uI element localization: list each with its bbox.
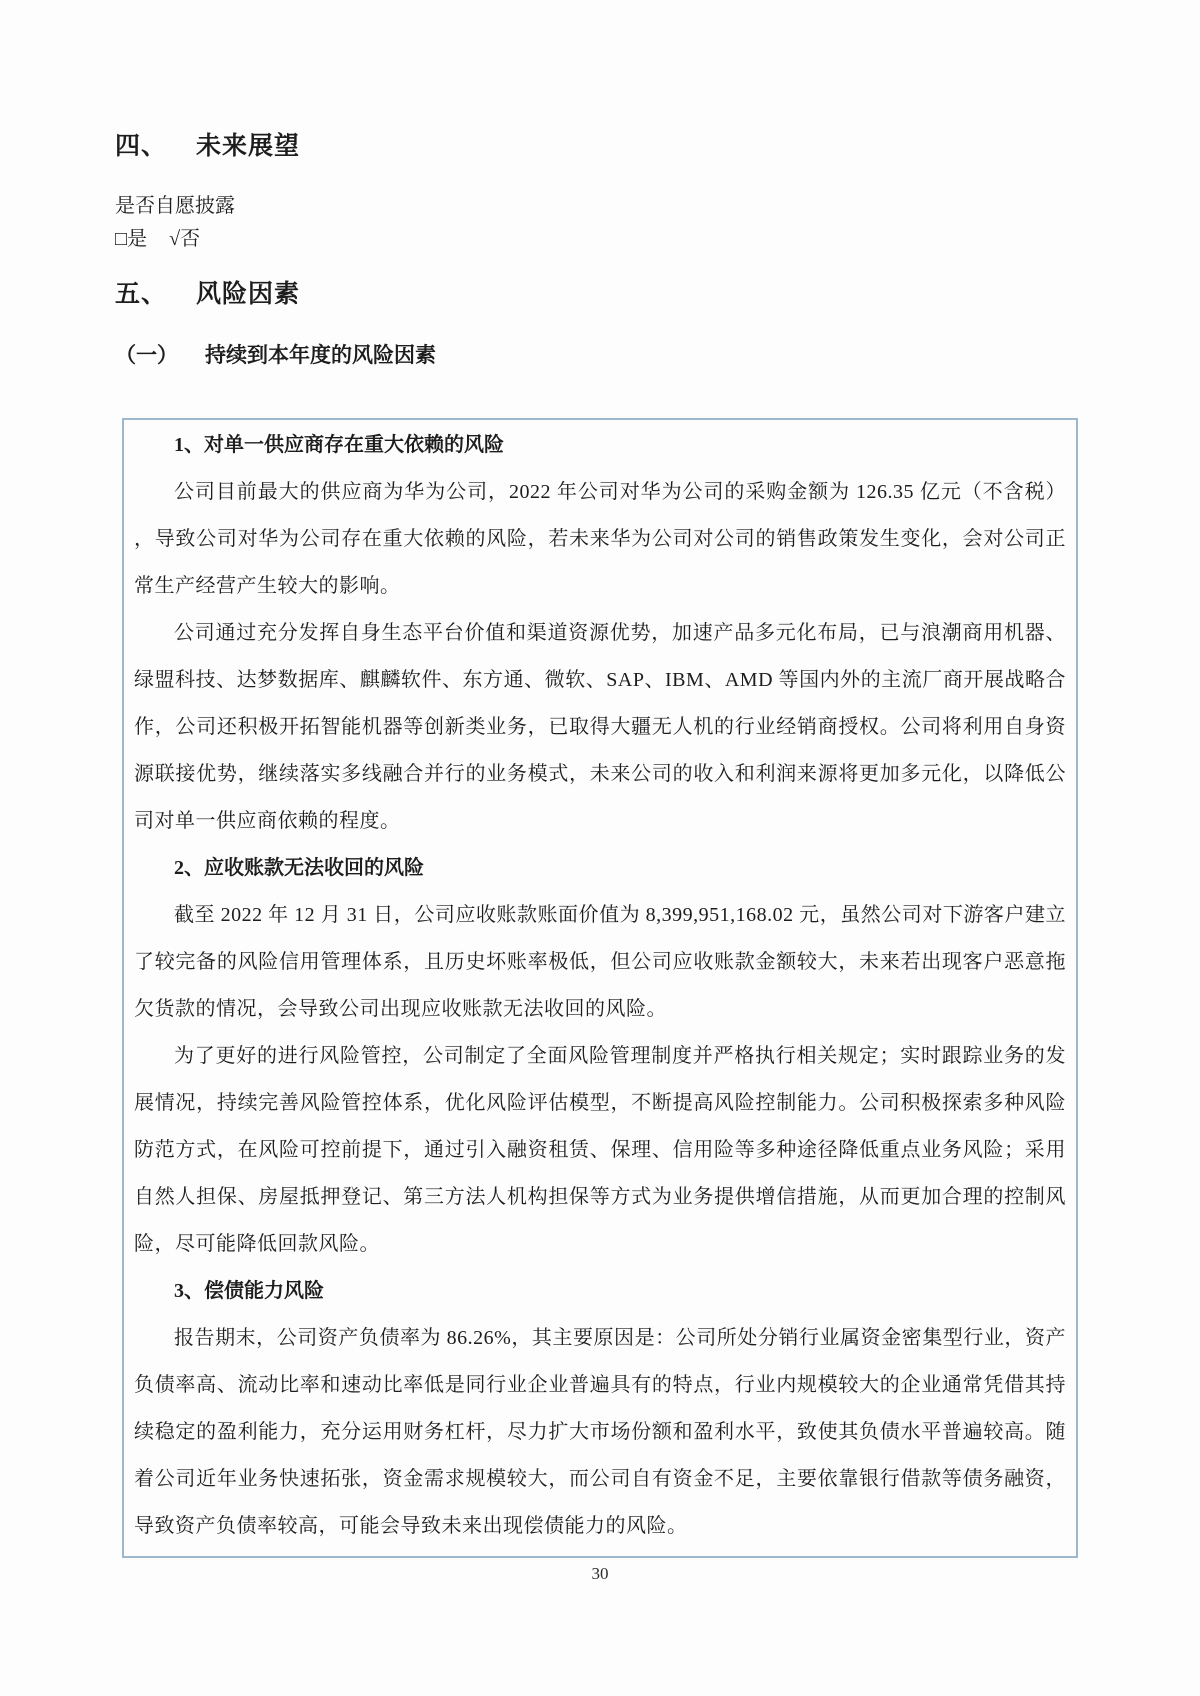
section-title: 风险因素	[196, 281, 301, 308]
section-number: 四、	[115, 133, 168, 160]
subsection-number: （一）	[115, 343, 178, 367]
disclosure-no-label: 否	[180, 228, 201, 250]
risk-item-3-title: 3、偿债能力风险	[174, 1280, 324, 1302]
section-heading-risk-factors	[115, 278, 1085, 312]
risk-item-1-paragraph-2: 公司通过充分发挥自身生态平台价值和渠道资源优势，加速产品多元化布局，已与浪潮商用机器、绿盟科技、达梦数据库、麒麟软件、东方通、微软、SAP、IBM、AMD 等国内外的主流厂商开展战略合作，公司还积极开拓智能机器等创新类业务，已取得大疆无人机的行业经销商授权。公司将利用自身资源联接优势，继续落实多线融合并行的业务模式，未来公司的收入和利润来源将更加多元化，以降低公司对单一供应商依赖的程度。	[134, 622, 1066, 832]
page-number: 30	[591, 1564, 609, 1583]
risk-item-2-paragraph-2: 为了更好的进行风险管控，公司制定了全面风险管理制度并严格执行相关规定；实时跟踪业务的发展情况，持续完善风险管控体系，优化风险评估模型，不断提高风险控制能力。公司积极探索多种风险防范方式，在风险可控前提下，通过引入融资租赁、保理、信用险等多种途径降低重点业务风险；采用自然人担保、房屋抵押登记、第三方法人机构担保等方式为业务提供增信措施，从而更加合理的控制风险，尽可能降低回款风险。	[134, 1045, 1066, 1255]
disclosure-question: 是否自愿披露	[115, 195, 235, 217]
risk-item-2-title: 2、应收账款无法收回的风险	[174, 857, 424, 879]
risk-item-2-paragraph-1: 截至 2022 年 12 月 31 日，公司应收账款账面价值为 8,399,951,168.02 元，虽然公司对下游客户建立了较完备的风险信用管理体系，且历史坏账率极低，但公司应收账款金额较大，未来若出现客户恶意拖欠货款的情况，会导致公司出现应收账款无法收回的风险。	[134, 904, 1066, 1020]
disclosure-yes-label: 是	[127, 228, 148, 250]
risk-item-1-title: 1、对单一供应商存在重大依赖的风险	[174, 434, 504, 456]
section-title: 未来展望	[196, 133, 301, 160]
disclosure-option-yes	[115, 222, 147, 256]
risk-factors-box	[122, 418, 1078, 1558]
risk-item-3-paragraph-1: 报告期末，公司资产负债率为 86.26%，其主要原因是：公司所处分销行业属资金密集型行业，资产负债率高、流动比率和速动比率低是同行业企业普遍具有的特点，行业内规模较大的企业通常凭借其持续稳定的盈利能力，充分运用财务杠杆，尽力扩大市场份额和盈利水平，致使其负债水平普遍较高。随着公司近年业务快速拓张，资金需求规模较大，而公司自有资金不足，主要依靠银行借款等债务融资，导致资产负债率较高，可能会导致未来出现偿债能力的风险。	[134, 1327, 1066, 1537]
disclosure-answer-row	[115, 222, 1085, 256]
subsection-heading-ongoing-risks	[115, 340, 1085, 370]
risk-item-1-paragraph-1: 公司目前最大的供应商为华为公司，2022 年公司对华为公司的采购金额为 126.35 亿元（不含税） ，导致公司对华为公司存在重大依赖的风险，若未来华为公司对公司的销售政策发生变化，会对公司正常生产经营产生较大的影响。	[134, 481, 1066, 597]
disclosure-option-no	[169, 222, 200, 256]
subsection-title: 持续到本年度的风险因素	[205, 343, 436, 367]
checkmark-icon: √	[169, 228, 181, 250]
section-heading-future-outlook	[115, 130, 1085, 164]
section-number: 五、	[115, 281, 168, 308]
checkbox-empty-icon: □	[115, 228, 128, 250]
